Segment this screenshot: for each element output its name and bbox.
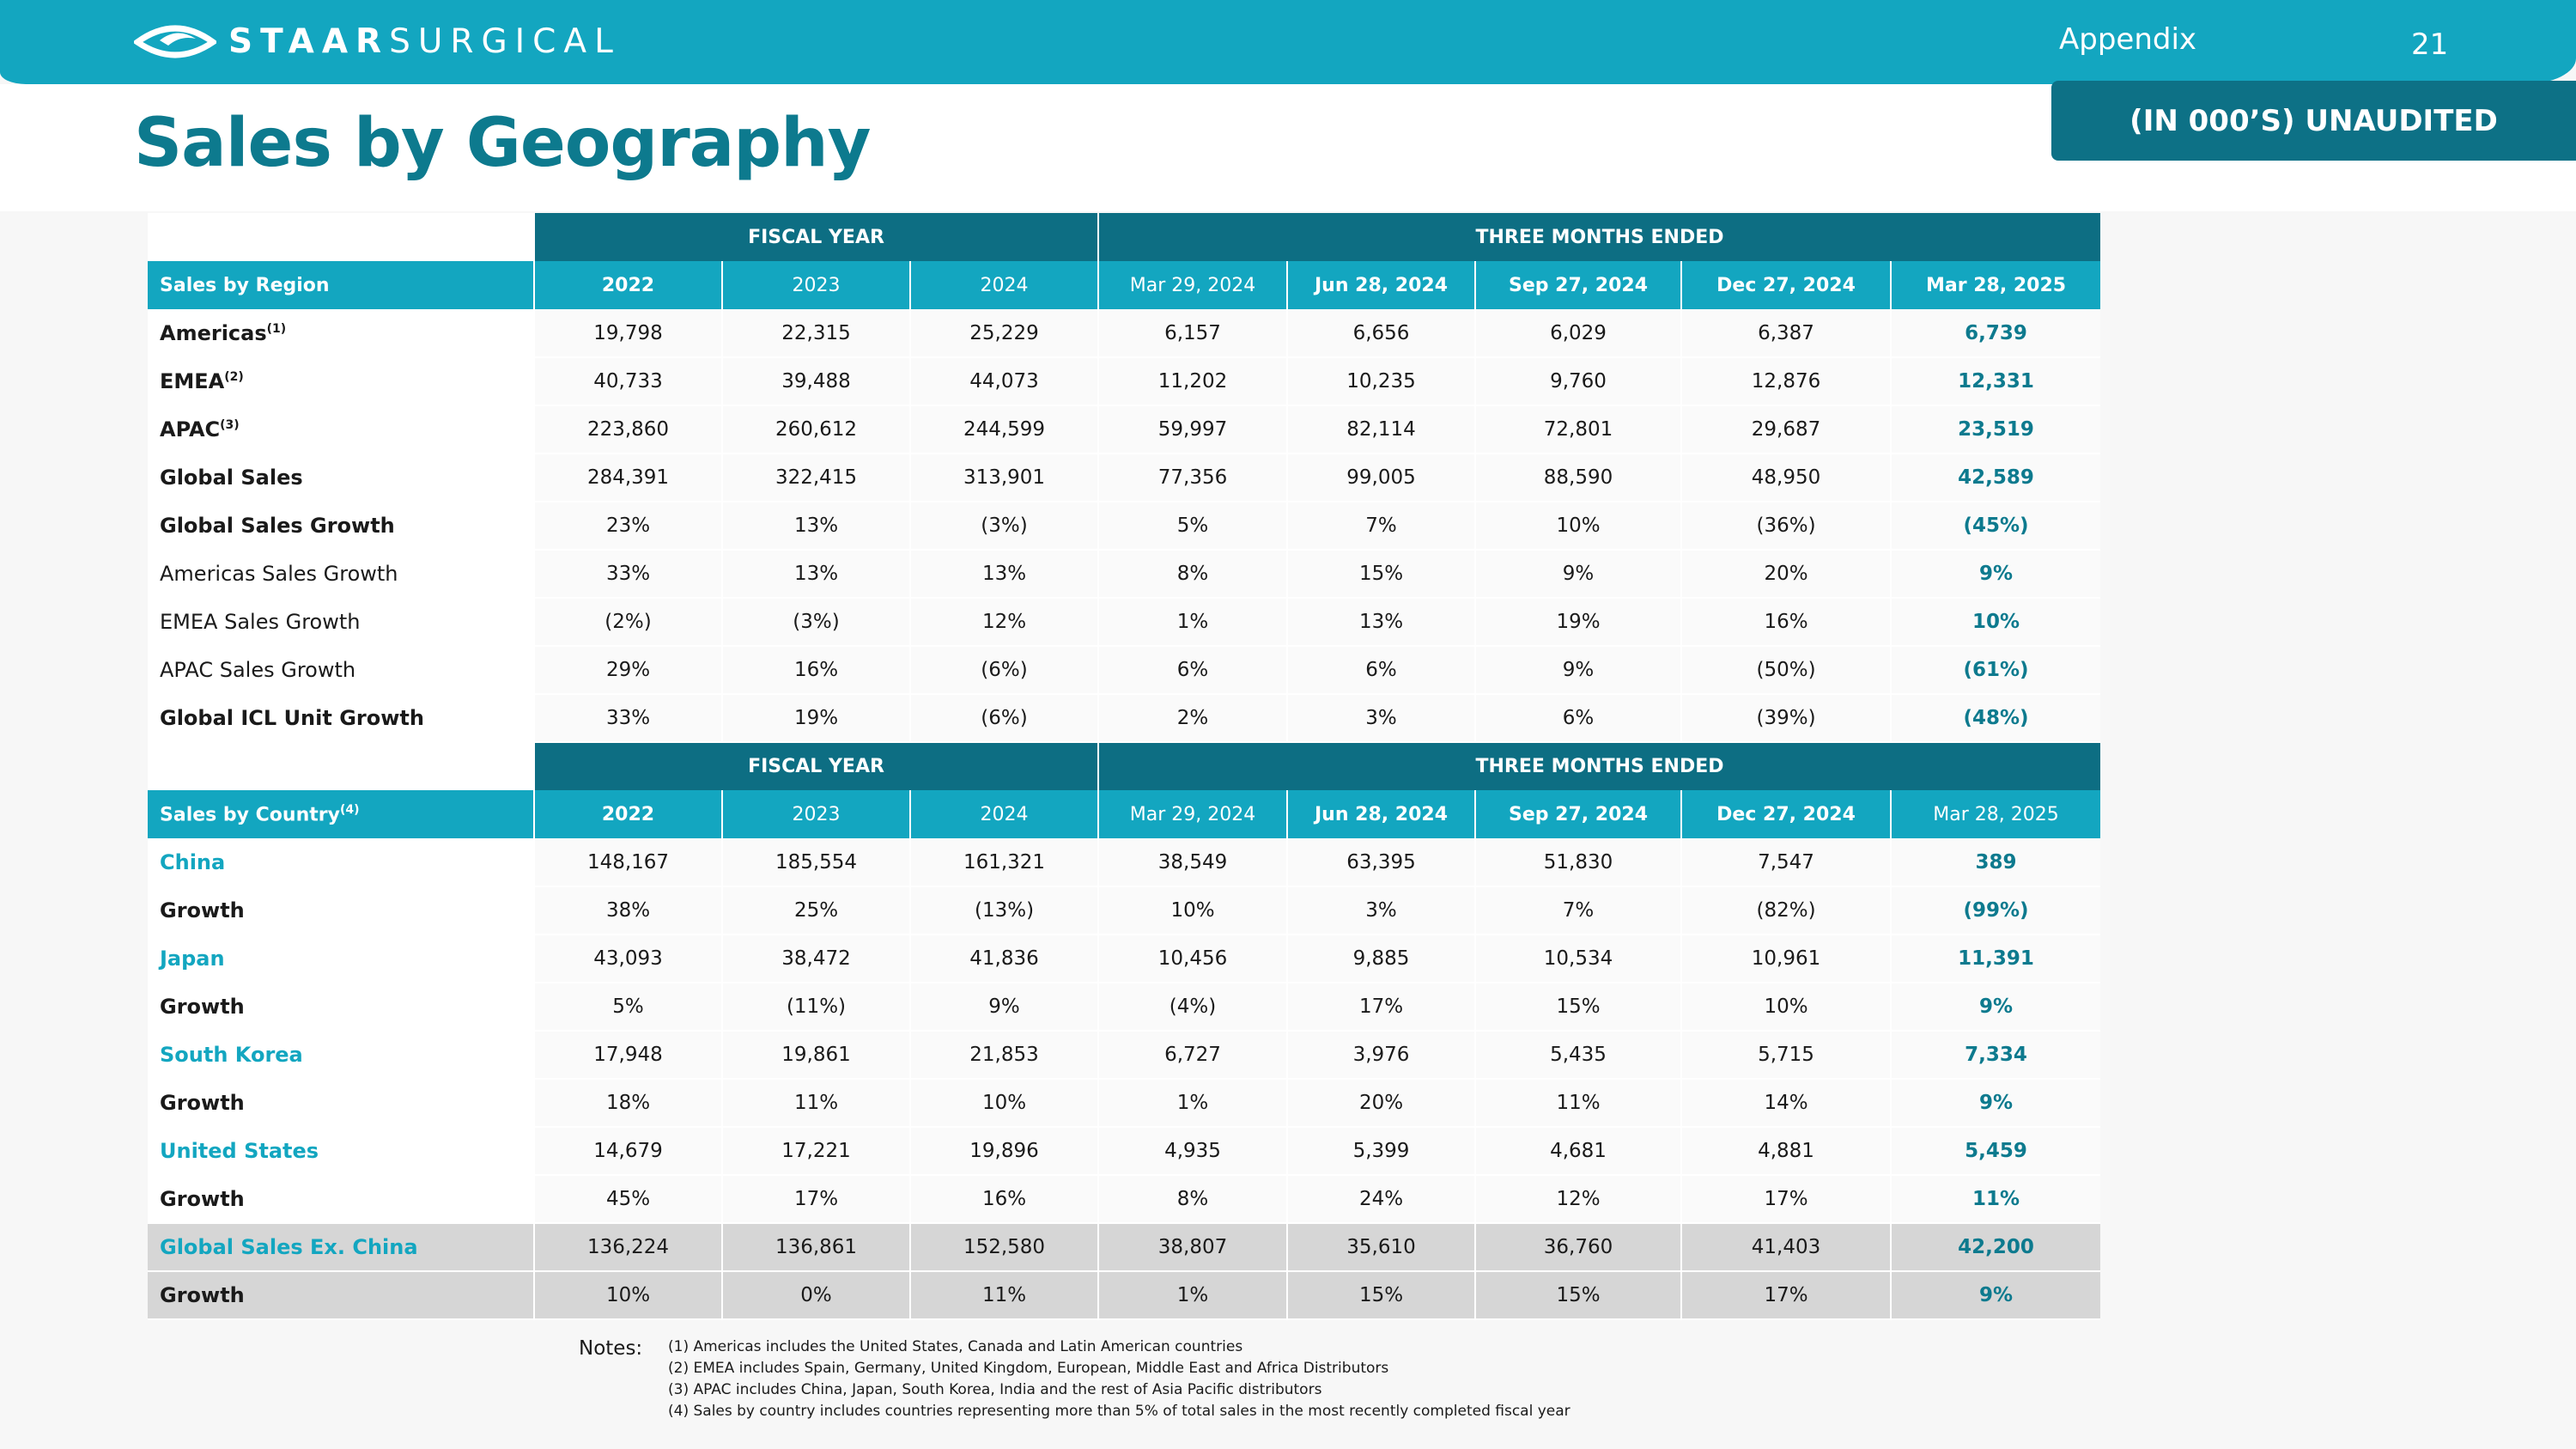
- column-header: Sep 27, 2024: [1475, 790, 1681, 838]
- section-label: Appendix: [2059, 22, 2197, 57]
- row-label-text: Growth: [160, 1091, 245, 1115]
- column-header: Mar 29, 2024: [1098, 790, 1287, 838]
- page-title: Sales by Geography: [134, 105, 871, 182]
- column-header: 2023: [722, 261, 910, 309]
- table-row: [148, 1031, 2100, 1079]
- value-cell: 17%: [1681, 1175, 1891, 1223]
- column-header: 2022: [534, 261, 722, 309]
- row-label: [148, 694, 534, 742]
- brand-name: STAARSURGICAL: [228, 21, 621, 61]
- three-months-header: THREE MONTHS ENDED: [1098, 742, 2100, 790]
- footnote-marker: (4): [339, 802, 360, 817]
- column-header: 2024: [910, 790, 1098, 838]
- row-label: [148, 598, 534, 646]
- value-cell: 33%: [534, 694, 722, 742]
- value-cell: 45%: [534, 1175, 722, 1223]
- value-cell: 38,472: [722, 935, 910, 983]
- value-cell: 10,961: [1681, 935, 1891, 983]
- table-row: [148, 1127, 2100, 1175]
- value-cell: 9%: [910, 983, 1098, 1031]
- table-row: [148, 550, 2100, 598]
- value-cell: 9%: [1475, 646, 1681, 694]
- value-cell: 15%: [1287, 1271, 1475, 1319]
- value-cell: 313,901: [910, 454, 1098, 502]
- value-cell: 15%: [1475, 983, 1681, 1031]
- value-cell: 9,885: [1287, 935, 1475, 983]
- value-cell: 10%: [534, 1271, 722, 1319]
- value-cell: 10%: [1681, 983, 1891, 1031]
- value-cell: 4,935: [1098, 1127, 1287, 1175]
- staar-logo: [134, 17, 621, 65]
- row-label: [148, 357, 534, 405]
- value-cell: 1%: [1098, 1271, 1287, 1319]
- value-cell: 18%: [534, 1079, 722, 1127]
- region-header-row: [148, 261, 2100, 309]
- row-label: [148, 1079, 534, 1127]
- row-label: [148, 1271, 534, 1319]
- table-row: [148, 502, 2100, 550]
- column-header: Mar 28, 2025: [1891, 790, 2100, 838]
- value-cell: 17%: [1287, 983, 1475, 1031]
- row-label-text: EMEA Sales Growth: [160, 610, 361, 634]
- value-cell: 35,610: [1287, 1223, 1475, 1271]
- group-header-row: [148, 213, 2100, 261]
- value-cell: 51,830: [1475, 838, 1681, 886]
- row-label-text: APAC Sales Growth: [160, 658, 356, 682]
- value-cell: 38%: [534, 886, 722, 935]
- column-header: 2022: [534, 790, 722, 838]
- value-cell: 15%: [1475, 1271, 1681, 1319]
- value-cell: 72,801: [1475, 405, 1681, 454]
- value-cell: (13%): [910, 886, 1098, 935]
- column-header: Jun 28, 2024: [1287, 261, 1475, 309]
- value-cell: 12%: [1475, 1175, 1681, 1223]
- sales-table: [148, 213, 2100, 1320]
- row-label: [148, 454, 534, 502]
- row-label: [148, 838, 534, 886]
- group-header-row: [148, 742, 2100, 790]
- value-cell: 3,976: [1287, 1031, 1475, 1079]
- value-cell: 63,395: [1287, 838, 1475, 886]
- column-header: Dec 27, 2024: [1681, 790, 1891, 838]
- value-cell: 48,950: [1681, 454, 1891, 502]
- value-cell: 21,853: [910, 1031, 1098, 1079]
- value-cell: 20%: [1287, 1079, 1475, 1127]
- value-cell: 5,435: [1475, 1031, 1681, 1079]
- footnote-marker: (2): [224, 370, 244, 384]
- table-label-text: Sales by Region: [160, 274, 330, 296]
- value-cell: 152,580: [910, 1223, 1098, 1271]
- value-cell: 17,221: [722, 1127, 910, 1175]
- table-row: [148, 1079, 2100, 1127]
- value-cell: (99%): [1891, 886, 2100, 935]
- table-label-text: Sales by Country: [160, 804, 340, 826]
- value-cell: 17%: [1681, 1271, 1891, 1319]
- country-table-label: [148, 790, 534, 838]
- value-cell: 7%: [1287, 502, 1475, 550]
- note-item: (3) APAC includes China, Japan, South Korea, India and the rest of Asia Pacific distributors: [668, 1381, 1322, 1398]
- footnote-marker: (1): [266, 321, 287, 336]
- fiscal-year-header: FISCAL YEAR: [534, 742, 1098, 790]
- value-cell: 41,403: [1681, 1223, 1891, 1271]
- value-cell: 9%: [1891, 1271, 2100, 1319]
- value-cell: 5,459: [1891, 1127, 2100, 1175]
- note-item: (4) Sales by country includes countries representing more than 5% of total sales in the most recently completed fiscal year: [668, 1403, 1571, 1420]
- value-cell: 6,029: [1475, 309, 1681, 357]
- row-label: [148, 1031, 534, 1079]
- value-cell: 161,321: [910, 838, 1098, 886]
- value-cell: (6%): [910, 646, 1098, 694]
- row-label-text: Growth: [160, 1283, 245, 1307]
- value-cell: 17%: [722, 1175, 910, 1223]
- note-item: (1) Americas includes the United States, Canada and Latin American countries: [668, 1338, 1243, 1355]
- value-cell: 1%: [1098, 1079, 1287, 1127]
- value-cell: 3%: [1287, 694, 1475, 742]
- table-row: [148, 886, 2100, 935]
- row-label: [148, 1223, 534, 1271]
- value-cell: 6%: [1098, 646, 1287, 694]
- value-cell: 185,554: [722, 838, 910, 886]
- row-label-text: Americas: [160, 320, 267, 345]
- value-cell: 13%: [1287, 598, 1475, 646]
- value-cell: 59,997: [1098, 405, 1287, 454]
- column-header: 2023: [722, 790, 910, 838]
- value-cell: 11%: [910, 1271, 1098, 1319]
- value-cell: 19,896: [910, 1127, 1098, 1175]
- value-cell: 10%: [1475, 502, 1681, 550]
- value-cell: 33%: [534, 550, 722, 598]
- country-header-row: [148, 790, 2100, 838]
- row-label: [148, 1127, 534, 1175]
- value-cell: 6,739: [1891, 309, 2100, 357]
- value-cell: 3%: [1287, 886, 1475, 935]
- value-cell: 41,836: [910, 935, 1098, 983]
- value-cell: 14%: [1681, 1079, 1891, 1127]
- value-cell: 99,005: [1287, 454, 1475, 502]
- value-cell: 136,861: [722, 1223, 910, 1271]
- value-cell: (3%): [722, 598, 910, 646]
- value-cell: 6,157: [1098, 309, 1287, 357]
- value-cell: 23,519: [1891, 405, 2100, 454]
- row-label-text: Global Sales: [160, 466, 303, 490]
- value-cell: 244,599: [910, 405, 1098, 454]
- unaudited-badge: (IN 000’S) UNAUDITED: [2051, 81, 2576, 161]
- value-cell: 11,391: [1891, 935, 2100, 983]
- value-cell: 2%: [1098, 694, 1287, 742]
- row-label-text: United States: [160, 1139, 319, 1163]
- table-row: [148, 598, 2100, 646]
- value-cell: 4,881: [1681, 1127, 1891, 1175]
- value-cell: 5,715: [1681, 1031, 1891, 1079]
- value-cell: 10%: [1891, 598, 2100, 646]
- three-months-header: THREE MONTHS ENDED: [1098, 213, 2100, 261]
- value-cell: 6%: [1475, 694, 1681, 742]
- value-cell: 284,391: [534, 454, 722, 502]
- row-label-text: EMEA: [160, 369, 225, 393]
- column-header: 2024: [910, 261, 1098, 309]
- value-cell: 11%: [1891, 1175, 2100, 1223]
- row-label-text: Growth: [160, 898, 245, 922]
- fiscal-year-header: FISCAL YEAR: [534, 213, 1098, 261]
- value-cell: (11%): [722, 983, 910, 1031]
- table-row: [148, 405, 2100, 454]
- table-row: [148, 357, 2100, 405]
- table-row: [148, 838, 2100, 886]
- row-label: [148, 1175, 534, 1223]
- row-label-text: Growth: [160, 995, 245, 1019]
- value-cell: 42,200: [1891, 1223, 2100, 1271]
- header-bar: [0, 0, 2576, 84]
- value-cell: (36%): [1681, 502, 1891, 550]
- table-row: [148, 983, 2100, 1031]
- column-header: Mar 29, 2024: [1098, 261, 1287, 309]
- value-cell: (6%): [910, 694, 1098, 742]
- value-cell: (61%): [1891, 646, 2100, 694]
- column-header: Sep 27, 2024: [1475, 261, 1681, 309]
- value-cell: 29,687: [1681, 405, 1891, 454]
- table-row: [148, 1223, 2100, 1271]
- value-cell: 389: [1891, 838, 2100, 886]
- column-header: Mar 28, 2025: [1891, 261, 2100, 309]
- value-cell: 20%: [1681, 550, 1891, 598]
- value-cell: 12%: [910, 598, 1098, 646]
- value-cell: 10%: [1098, 886, 1287, 935]
- value-cell: 10,456: [1098, 935, 1287, 983]
- eye-logo-icon: [134, 20, 216, 63]
- table-row: [148, 1175, 2100, 1223]
- value-cell: 10,235: [1287, 357, 1475, 405]
- value-cell: 223,860: [534, 405, 722, 454]
- value-cell: 9%: [1475, 550, 1681, 598]
- value-cell: 6%: [1287, 646, 1475, 694]
- value-cell: 11%: [722, 1079, 910, 1127]
- blank-cell: [148, 742, 534, 790]
- value-cell: 22,315: [722, 309, 910, 357]
- value-cell: 4,681: [1475, 1127, 1681, 1175]
- value-cell: 44,073: [910, 357, 1098, 405]
- value-cell: 23%: [534, 502, 722, 550]
- value-cell: 10%: [910, 1079, 1098, 1127]
- value-cell: 15%: [1287, 550, 1475, 598]
- value-cell: 24%: [1287, 1175, 1475, 1223]
- value-cell: 38,807: [1098, 1223, 1287, 1271]
- row-label: [148, 309, 534, 357]
- value-cell: (45%): [1891, 502, 2100, 550]
- value-cell: 6,727: [1098, 1031, 1287, 1079]
- footnote-marker: (3): [220, 418, 240, 432]
- row-label: [148, 886, 534, 935]
- value-cell: 11%: [1475, 1079, 1681, 1127]
- value-cell: 19,861: [722, 1031, 910, 1079]
- value-cell: 5,399: [1287, 1127, 1475, 1175]
- value-cell: (2%): [534, 598, 722, 646]
- blank-cell: [148, 213, 534, 261]
- notes-label: Notes:: [579, 1337, 643, 1360]
- value-cell: 38,549: [1098, 838, 1287, 886]
- value-cell: 0%: [722, 1271, 910, 1319]
- value-cell: 25%: [722, 886, 910, 935]
- value-cell: 19%: [1475, 598, 1681, 646]
- row-label-text: Growth: [160, 1187, 245, 1211]
- value-cell: 5%: [1098, 502, 1287, 550]
- value-cell: 9%: [1891, 1079, 2100, 1127]
- value-cell: 322,415: [722, 454, 910, 502]
- value-cell: (82%): [1681, 886, 1891, 935]
- value-cell: 7,334: [1891, 1031, 2100, 1079]
- value-cell: (48%): [1891, 694, 2100, 742]
- value-cell: 5%: [534, 983, 722, 1031]
- value-cell: 10,534: [1475, 935, 1681, 983]
- column-header: Dec 27, 2024: [1681, 261, 1891, 309]
- row-label: [148, 983, 534, 1031]
- row-label-text: Global ICL Unit Growth: [160, 706, 424, 730]
- note-item: (2) EMEA includes Spain, Germany, United Kingdom, European, Middle East and Africa Distributors: [668, 1360, 1389, 1377]
- value-cell: (39%): [1681, 694, 1891, 742]
- value-cell: 6,387: [1681, 309, 1891, 357]
- value-cell: 40,733: [534, 357, 722, 405]
- value-cell: 13%: [722, 502, 910, 550]
- row-label-text: APAC: [160, 417, 221, 441]
- table-row: [148, 309, 2100, 357]
- value-cell: 16%: [1681, 598, 1891, 646]
- value-cell: 16%: [722, 646, 910, 694]
- table-row: [148, 454, 2100, 502]
- value-cell: 19,798: [534, 309, 722, 357]
- value-cell: 42,589: [1891, 454, 2100, 502]
- table-row: [148, 694, 2100, 742]
- value-cell: 7%: [1475, 886, 1681, 935]
- value-cell: 11,202: [1098, 357, 1287, 405]
- table-row: [148, 1271, 2100, 1319]
- column-header: Jun 28, 2024: [1287, 790, 1475, 838]
- value-cell: 6,656: [1287, 309, 1475, 357]
- value-cell: 12,876: [1681, 357, 1891, 405]
- value-cell: 16%: [910, 1175, 1098, 1223]
- row-label-text: Global Sales Ex. China: [160, 1235, 418, 1259]
- table-row: [148, 935, 2100, 983]
- value-cell: 82,114: [1287, 405, 1475, 454]
- row-label-text: South Korea: [160, 1043, 303, 1067]
- value-cell: 9%: [1891, 550, 2100, 598]
- row-label-text: Americas Sales Growth: [160, 562, 398, 586]
- value-cell: 17,948: [534, 1031, 722, 1079]
- value-cell: 29%: [534, 646, 722, 694]
- value-cell: 136,224: [534, 1223, 722, 1271]
- row-label-text: China: [160, 849, 226, 874]
- row-label-text: Japan: [160, 947, 225, 971]
- value-cell: 260,612: [722, 405, 910, 454]
- value-cell: 13%: [910, 550, 1098, 598]
- value-cell: (3%): [910, 502, 1098, 550]
- value-cell: 25,229: [910, 309, 1098, 357]
- row-label: [148, 935, 534, 983]
- value-cell: 9%: [1891, 983, 2100, 1031]
- row-label-text: Global Sales Growth: [160, 514, 395, 538]
- value-cell: 77,356: [1098, 454, 1287, 502]
- value-cell: 43,093: [534, 935, 722, 983]
- notes-list: [668, 1336, 1571, 1422]
- page-number: 21: [2411, 27, 2449, 62]
- value-cell: 88,590: [1475, 454, 1681, 502]
- value-cell: (50%): [1681, 646, 1891, 694]
- region-table-label: [148, 261, 534, 309]
- value-cell: 7,547: [1681, 838, 1891, 886]
- row-label: [148, 405, 534, 454]
- value-cell: 8%: [1098, 550, 1287, 598]
- row-label: [148, 550, 534, 598]
- value-cell: 9,760: [1475, 357, 1681, 405]
- value-cell: 148,167: [534, 838, 722, 886]
- value-cell: 14,679: [534, 1127, 722, 1175]
- value-cell: 19%: [722, 694, 910, 742]
- value-cell: 8%: [1098, 1175, 1287, 1223]
- value-cell: 13%: [722, 550, 910, 598]
- value-cell: 39,488: [722, 357, 910, 405]
- value-cell: 36,760: [1475, 1223, 1681, 1271]
- value-cell: 1%: [1098, 598, 1287, 646]
- value-cell: (4%): [1098, 983, 1287, 1031]
- table-row: [148, 646, 2100, 694]
- value-cell: 12,331: [1891, 357, 2100, 405]
- row-label: [148, 646, 534, 694]
- row-label: [148, 502, 534, 550]
